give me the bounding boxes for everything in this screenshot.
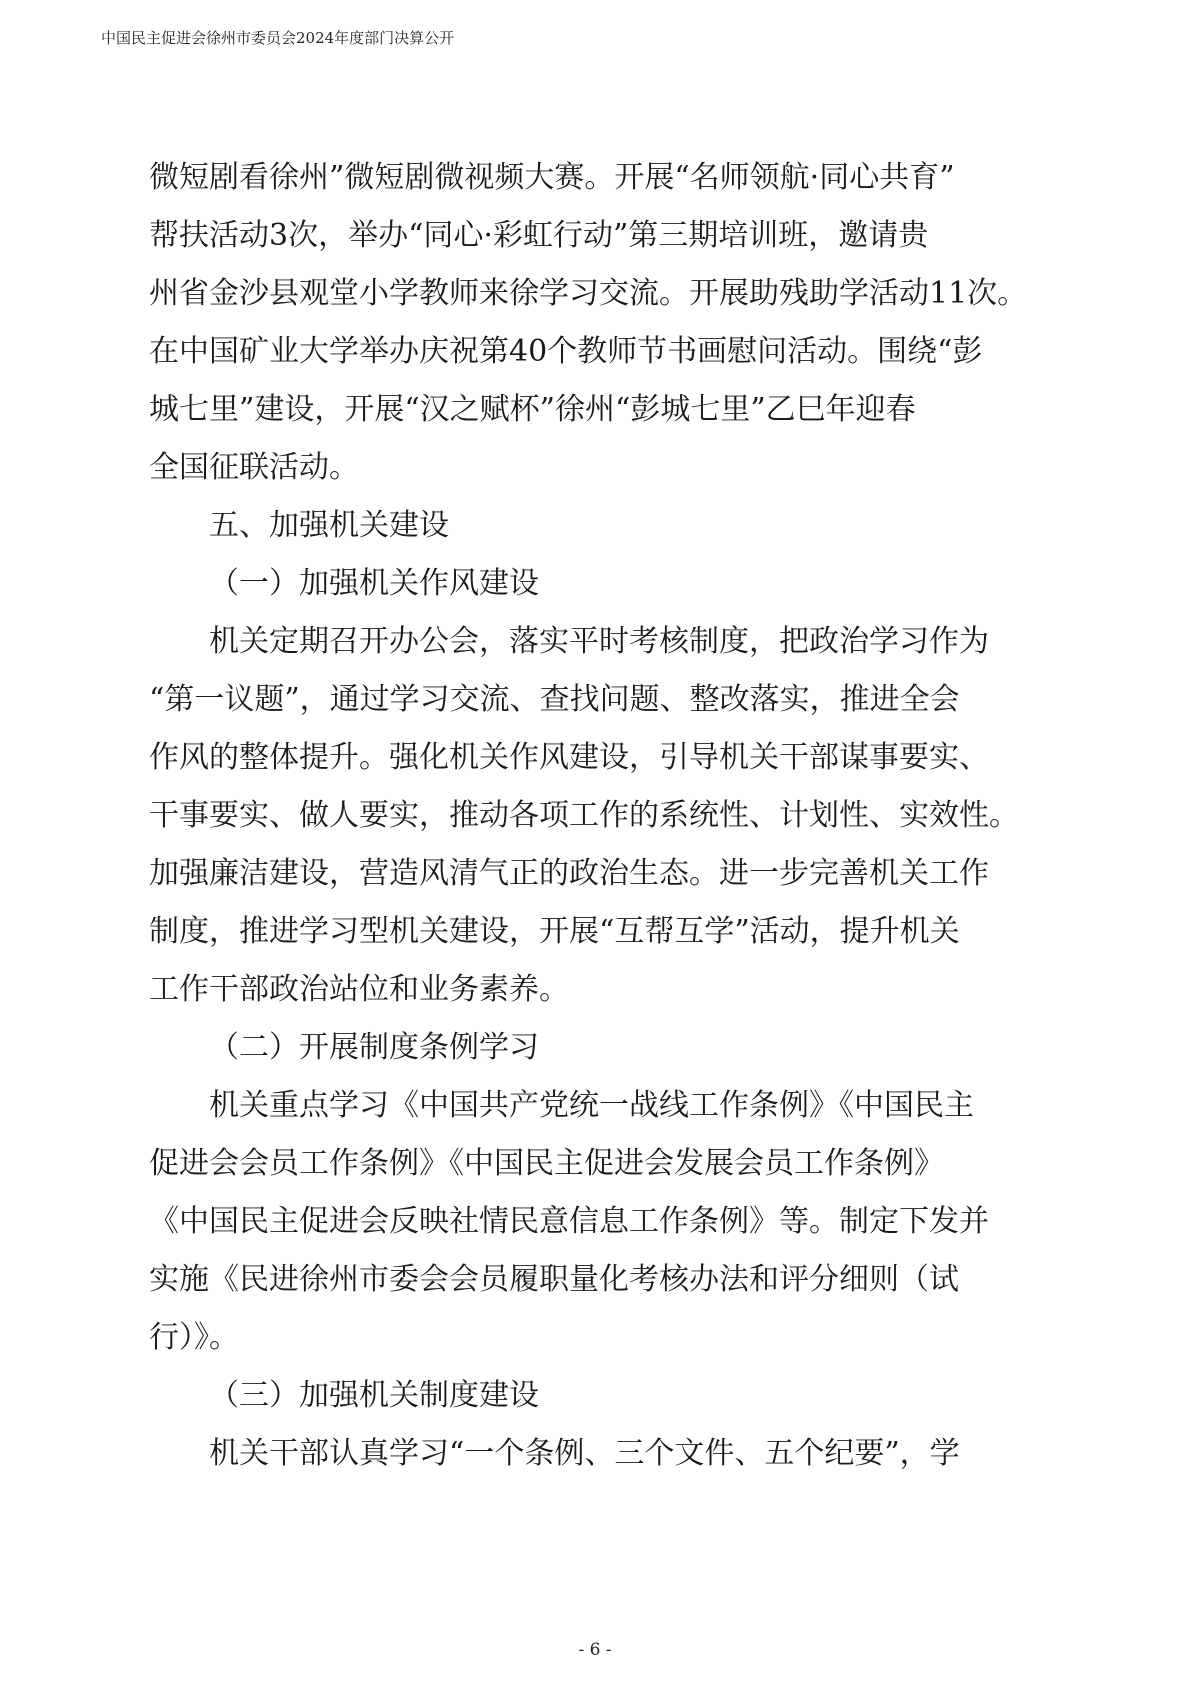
paragraph-line: 制度，推进学习型机关建设，开展“互帮互学”活动，提升机关	[149, 914, 960, 949]
subsection-heading: （二）开展制度条例学习	[209, 1030, 539, 1065]
paragraph-line: 促进会会员工作条例》《中国民主促进会发展会员工作条例》	[149, 1146, 944, 1181]
paragraph-line: 加强廉洁建设，营造风清气正的政治生态。进一步完善机关工作	[149, 856, 989, 891]
paragraph-line: 微短剧看徐州”微短剧微视频大赛。开展“名师领航·同心共育”	[149, 160, 955, 195]
paragraph-line: 《中国民主促进会反映社情民意信息工作条例》等。制定下发并	[149, 1204, 989, 1239]
paragraph-line: “第一议题”，通过学习交流、查找问题、整改落实，推进全会	[149, 682, 960, 717]
paragraph-line: 机关干部认真学习“一个条例、三个文件、五个纪要”，学	[209, 1436, 960, 1471]
paragraph-line: 作风的整体提升。强化机关作风建设，引导机关干部谋事要实、	[149, 740, 989, 775]
section-heading: 五、加强机关建设	[209, 508, 449, 543]
paragraph-line: 城七里”建设，开展“汉之赋杯”徐州“彭城七里”乙巳年迎春	[149, 392, 916, 427]
subsection-heading: （一）加强机关作风建设	[209, 566, 539, 601]
paragraph-line: 机关重点学习《中国共产党统一战线工作条例》《中国民主	[209, 1088, 974, 1123]
paragraph-line: 帮扶活动3次，举办“同心·彩虹行动”第三期培训班，邀请贵	[149, 218, 929, 253]
subsection-heading: （三）加强机关制度建设	[209, 1378, 539, 1413]
paragraph-line: 全国征联活动。	[149, 450, 359, 485]
paragraph-line: 干事要实、做人要实，推动各项工作的系统性、计划性、实效性。	[149, 798, 1019, 833]
page-number: - 6 -	[578, 1640, 612, 1660]
paragraph-line: 实施《民进徐州市委会会员履职量化考核办法和评分细则（试	[149, 1262, 959, 1297]
paragraph-line: 工作干部政治站位和业务素养。	[149, 972, 569, 1007]
paragraph-line: 州省金沙县观堂小学教师来徐学习交流。开展助残助学活动11次。	[149, 276, 1028, 311]
document-header: 中国民主促进会徐州市委员会2024年度部门决算公开	[101, 29, 455, 47]
paragraph-line: 在中国矿业大学举办庆祝第40个教师节书画慰问活动。围绕“彭	[149, 334, 983, 369]
paragraph-line: 行）》。	[149, 1320, 239, 1355]
paragraph-line: 机关定期召开办公会，落实平时考核制度，把政治学习作为	[209, 624, 989, 659]
